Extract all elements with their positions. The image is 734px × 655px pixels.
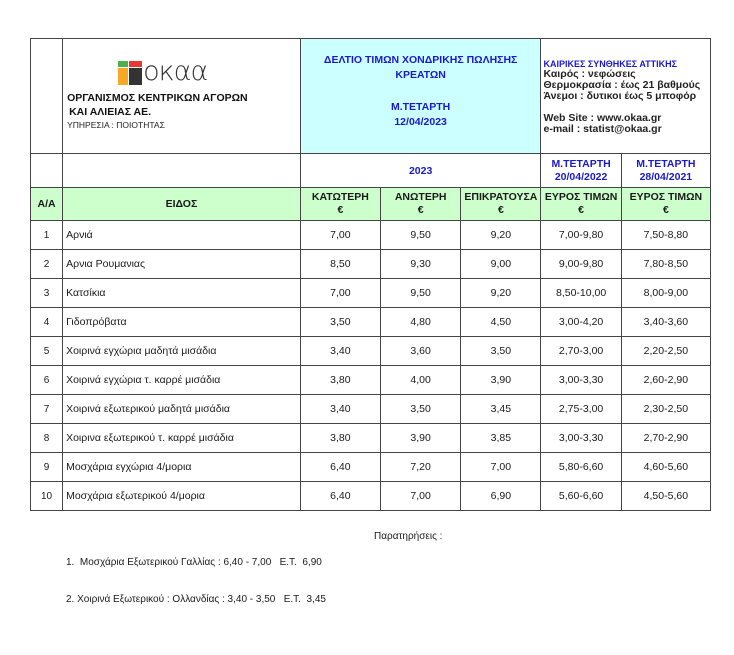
table-row xyxy=(31,366,711,395)
table-row xyxy=(31,424,711,453)
prev-period-2-day: Μ.ΤΕΤΑΡΤΗ xyxy=(636,157,696,170)
table-row xyxy=(31,279,711,308)
cell-range1: 2,70-3,00 xyxy=(541,337,621,366)
cell-aa: 10 xyxy=(31,482,63,511)
cell-high: 9,50 xyxy=(381,221,461,250)
col-header-range1: ΕΥΡΟΣ ΤΙΜΩΝ € xyxy=(541,188,621,221)
cell-range1: 2,75-3,00 xyxy=(541,395,621,424)
cell-low: 7,00 xyxy=(300,221,380,250)
prev-period-2-date: 28/04/2021 xyxy=(639,170,693,183)
cell-item: Χοιρινά εγχώρια τ. καρρέ μισάδια xyxy=(63,366,301,395)
cell-prevailing: 6,90 xyxy=(461,482,541,511)
cell-item: Αρνια Ρουμανιας xyxy=(63,250,301,279)
cell-low: 3,40 xyxy=(300,337,380,366)
cell-high: 9,50 xyxy=(381,279,461,308)
temperature: Θερμοκρασία : έως 21 βαθμούς xyxy=(543,79,701,91)
cell-prevailing: 3,45 xyxy=(461,395,541,424)
col-header-high: ΑΝΩΤΕΡΗ € xyxy=(381,188,461,221)
cell-item: Μοσχάρια εξωτερικού 4/μορια xyxy=(63,482,301,511)
cell-low: 7,00 xyxy=(300,279,380,308)
logo-yellow-square-icon xyxy=(118,68,128,85)
cell-range1: 7,00-9,80 xyxy=(541,221,621,250)
website-link[interactable]: Web Site : www.okaa.gr xyxy=(543,112,662,124)
prev-period-1-date: 20/04/2022 xyxy=(554,170,608,183)
bulletin-date: 12/04/2023 xyxy=(394,116,447,128)
remark-item: 2. Χοιρινά Εξωτερικού : Ολλανδίας : 3,40 - 3,50 Ε.Τ. 3,45 xyxy=(66,594,326,605)
cell-high: 4,80 xyxy=(381,308,461,337)
remark-item: 1. Μοσχάρια Εξωτερικού Γαλλίας : 6,40 - 7,00 Ε.Τ. 6,90 xyxy=(66,557,322,568)
cell-item: Κατσίκια xyxy=(63,279,301,308)
cell-item: Χοιρινά εγχώρια μαδητά μισάδια xyxy=(63,337,301,366)
weather-info-cell xyxy=(541,39,711,154)
column-header-row xyxy=(31,188,711,221)
cell-prevailing: 3,90 xyxy=(461,366,541,395)
col-header-low: ΚΑΤΩΤΕΡΗ € xyxy=(300,188,380,221)
cell-range2: 2,60-2,90 xyxy=(621,366,710,395)
title-line1: ΔΕΛΤΙΟ ΤΙΜΩΝ ΧΟΝΔΡΙΚΗΣ ΠΩΛΗΣΗΣ xyxy=(323,54,518,66)
cell-range1: 9,00-9,80 xyxy=(541,250,621,279)
cell-range1: 3,00-3,30 xyxy=(541,424,621,453)
col-header-aa: Α/Α xyxy=(31,188,63,221)
table-row xyxy=(31,308,711,337)
logo-text: οκαα xyxy=(143,56,208,87)
cell-low: 3,50 xyxy=(300,308,380,337)
table-row xyxy=(31,482,711,511)
cell-aa: 6 xyxy=(31,366,63,395)
cell-range1: 3,00-4,20 xyxy=(541,308,621,337)
cell-aa: 4 xyxy=(31,308,63,337)
cell-high: 3,90 xyxy=(381,424,461,453)
cell-range1: 5,60-6,60 xyxy=(541,482,621,511)
cell-item: Χοιρινά εξωτερικού μαδητά μισάδια xyxy=(63,395,301,424)
cell-prevailing: 7,00 xyxy=(461,453,541,482)
col-header-range2: ΕΥΡΟΣ ΤΙΜΩΝ € xyxy=(621,188,710,221)
logo-dark-square-icon xyxy=(129,68,142,85)
cell-item: Χοιρινα εξωτερικού τ. καρρέ μισάδια xyxy=(63,424,301,453)
cell-item: Αρνιά xyxy=(63,221,301,250)
organization-cell xyxy=(63,39,301,154)
table-row xyxy=(31,395,711,424)
cell-aa: 3 xyxy=(31,279,63,308)
empty-cell xyxy=(31,154,63,188)
cell-high: 4,00 xyxy=(381,366,461,395)
table-row xyxy=(31,250,711,279)
cell-low: 3,80 xyxy=(300,366,380,395)
table-row xyxy=(31,337,711,366)
org-name-line1: ΟΡΓΑΝΙΣΜΟΣ ΚΕΝΤΡΙΚΩΝ ΑΓΟΡΩΝ xyxy=(67,92,248,104)
cell-high: 7,00 xyxy=(381,482,461,511)
current-year: 2023 xyxy=(300,154,541,188)
cell-aa: 2 xyxy=(31,250,63,279)
weather-condition: Καιρός : νεφώσεις xyxy=(543,68,636,80)
email-link[interactable]: e-mail : statist@okaa.gr xyxy=(543,123,662,135)
org-name-line2: ΚΑΙ ΑΛΙΕΙΑΣ ΑΕ. xyxy=(69,106,152,118)
prev-period-1-day: Μ.ΤΕΤΑΡΤΗ xyxy=(551,157,611,170)
title-line2: ΚΡΕΑΤΩΝ xyxy=(395,69,446,81)
cell-low: 6,40 xyxy=(300,453,380,482)
cell-aa: 5 xyxy=(31,337,63,366)
cell-range2: 2,70-2,90 xyxy=(621,424,710,453)
wind: Άνεμοι : δυτικοι έως 5 μποφόρ xyxy=(543,90,697,102)
empty-corner-cell xyxy=(31,39,63,154)
table-row xyxy=(31,221,711,250)
cell-low: 3,80 xyxy=(300,424,380,453)
cell-range1: 8,50-10,00 xyxy=(541,279,621,308)
cell-range2: 7,80-8,50 xyxy=(621,250,710,279)
cell-range2: 3,40-3,60 xyxy=(621,308,710,337)
cell-aa: 8 xyxy=(31,424,63,453)
cell-prevailing: 9,20 xyxy=(461,279,541,308)
table-row xyxy=(31,453,711,482)
bulletin-day: Μ.ΤΕΤΑΡΤΗ xyxy=(390,101,451,113)
col-header-prevailing: ΕΠΙΚΡΑΤΟΥΣΑ € xyxy=(461,188,541,221)
period-row xyxy=(31,154,711,188)
cell-range2: 2,20-2,50 xyxy=(621,337,710,366)
cell-range2: 7,50-8,80 xyxy=(621,221,710,250)
cell-range1: 3,00-3,30 xyxy=(541,366,621,395)
cell-prevailing: 3,50 xyxy=(461,337,541,366)
cell-range2: 8,00-9,00 xyxy=(621,279,710,308)
cell-item: Μοσχάρια εγχώρια 4/μορια xyxy=(63,453,301,482)
cell-high: 7,20 xyxy=(381,453,461,482)
cell-prevailing: 9,20 xyxy=(461,221,541,250)
cell-low: 6,40 xyxy=(300,482,380,511)
cell-prevailing: 9,00 xyxy=(461,250,541,279)
price-bulletin-table xyxy=(30,38,711,511)
cell-prevailing: 4,50 xyxy=(461,308,541,337)
logo-green-square-icon xyxy=(118,61,128,67)
empty-cell xyxy=(63,154,301,188)
bulletin-title-cell xyxy=(300,39,541,154)
prev-period-1 xyxy=(541,154,621,188)
cell-high: 3,50 xyxy=(381,395,461,424)
cell-range2: 4,50-5,60 xyxy=(621,482,710,511)
cell-aa: 1 xyxy=(31,221,63,250)
service-label: ΥΠΗΡΕΣΙΑ : ΠΟΙΟΤΗΤΑΣ xyxy=(67,120,165,130)
cell-range1: 5,80-6,60 xyxy=(541,453,621,482)
cell-low: 3,40 xyxy=(300,395,380,424)
cell-range2: 2,30-2,50 xyxy=(621,395,710,424)
cell-range2: 4,60-5,60 xyxy=(621,453,710,482)
col-header-item: ΕΙΔΟΣ xyxy=(63,188,301,221)
remarks-title: Παρατηρήσεις : xyxy=(374,531,443,542)
header-row xyxy=(31,39,711,154)
cell-aa: 7 xyxy=(31,395,63,424)
prev-period-2 xyxy=(621,154,710,188)
weather-title: ΚΑΙΡΙΚΕΣ ΣΥΝΘΗΚΕΣ ΑΤΤΙΚΗΣ xyxy=(543,59,678,69)
cell-high: 9,30 xyxy=(381,250,461,279)
cell-prevailing: 3,85 xyxy=(461,424,541,453)
cell-low: 8,50 xyxy=(300,250,380,279)
cell-high: 3,60 xyxy=(381,337,461,366)
cell-aa: 9 xyxy=(31,453,63,482)
cell-item: Γιδοπρόβατα xyxy=(63,308,301,337)
logo-red-square-icon xyxy=(129,61,142,67)
